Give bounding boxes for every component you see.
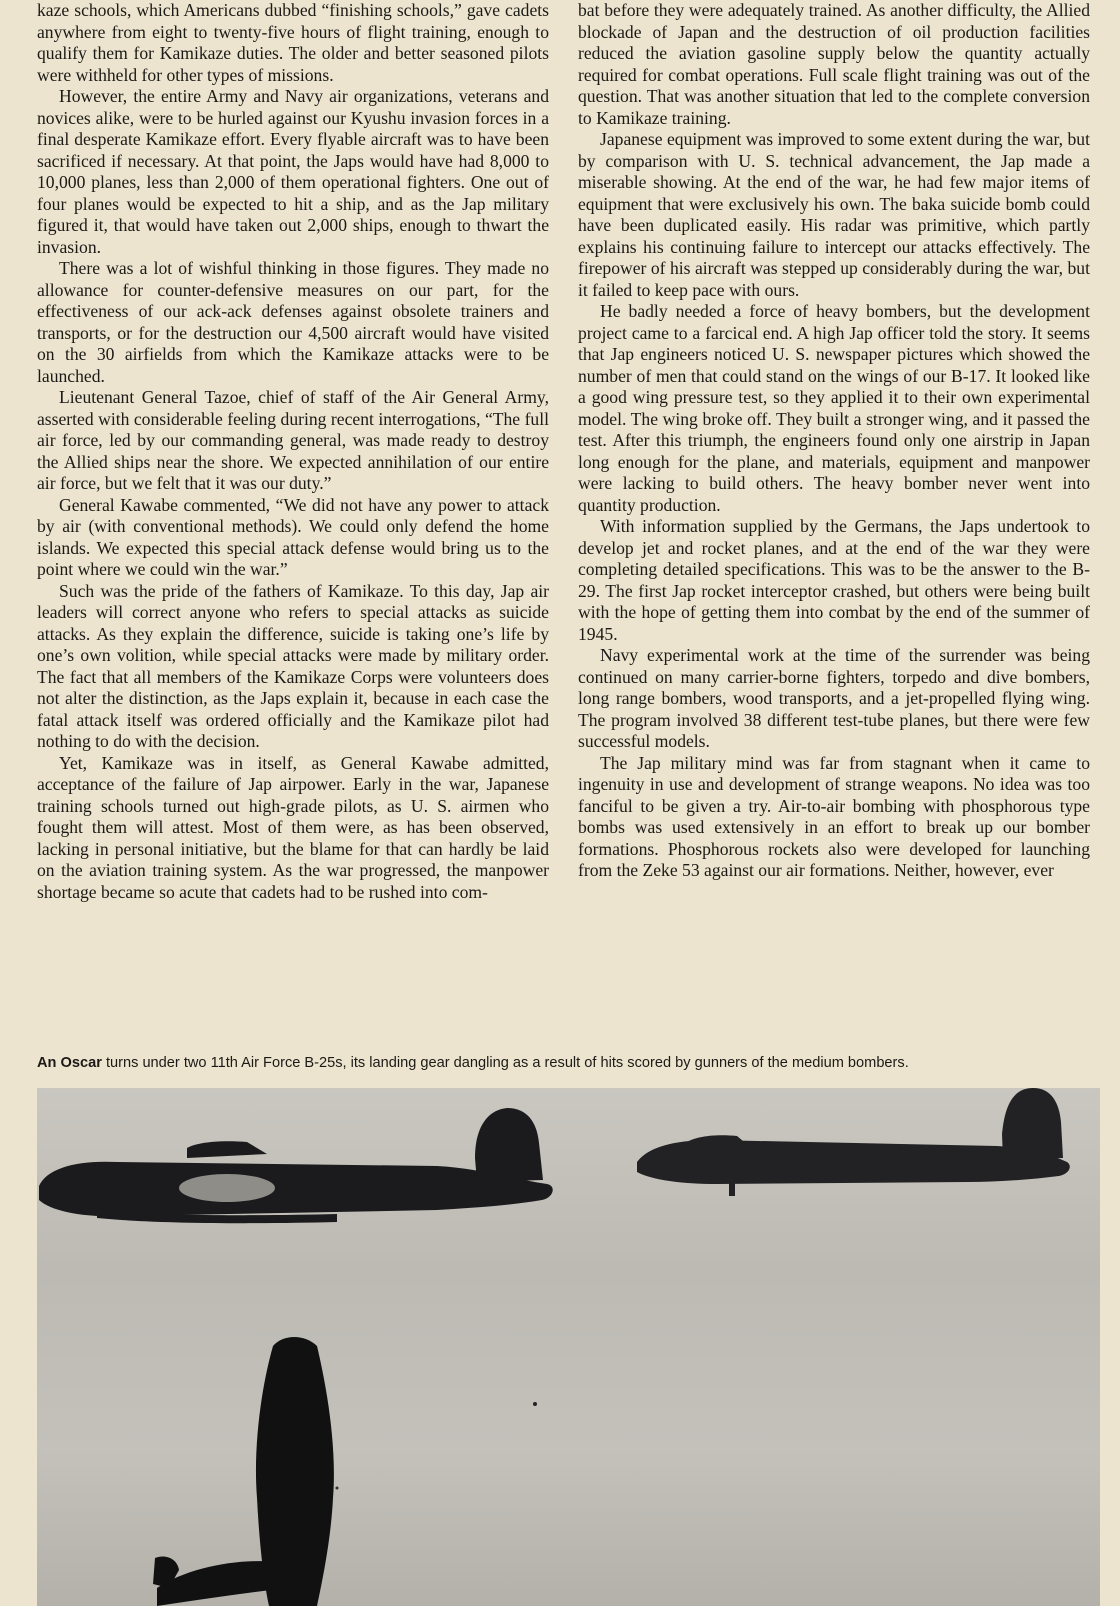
paragraph: However, the entire Army and Navy air organizations, veterans and novices alike, were to be hurled against our Kyushu invasion forces in a final desperate Kamikaze effort. Every flyable aircraft was to have been sacrificed if necessary. At that point, the Japs would have had 8,000 to 10,000 planes, less than 2,000 of them operational fighters. One out of four planes would be expected to hit a ship, and as the Jap military figured it, that would have taken out 2,000 ships, enough to thwart the invasion. xyxy=(37,86,549,257)
paragraph: Lieutenant General Tazoe, chief of staff of the Air General Army, asserted with considerable feeling during recent interrogations, “The full air force, led by our commanding general, was made ready to destroy the Allied ships near the shore. We expected annihilation of our entire air force, but we felt that it was our duty.” xyxy=(37,387,549,493)
paragraph: Yet, Kamikaze was in itself, as General Kawabe admitted, acceptance of the failure of Jap airpower. Early in the war, Japanese training schools turned out high-grade pilots, as U. S. airmen who fought them will attest. Most of them were, as has been observed, lacking in personal initiative, but the blame for that can hardly be laid on the aviation training system. As the war progressed, the manpower shortage became so acute that cadets had to be rushed into com- xyxy=(37,752,549,902)
paragraph: Japanese equipment was improved to some extent during the war, but by comparison with U. S. technical advancement, the Jap made a miserable showing. At the end of the war, he had few major items of equipment that were exclusively his own. The baka suicide bomb could have been duplicated easily. His radar was primitive, which partly explains his continuing failure to intercept our attacks effectively. The firepower of his aircraft was stepped up considerably during the war, but it failed to keep pace with ours. xyxy=(578,129,1090,300)
paragraph: The Jap military mind was far from stagnant when it came to ingenuity in use and development of strange weapons. No idea was too fanciful to be given a try. Air-to-air bombing with phosphorous type bombs was used extensively in an effort to break up our bomber formations. Phosphorous rockets also were developed for launching from the Zeke 53 against our air formations. Neither, however, ever xyxy=(578,752,1090,880)
paragraph: With information supplied by the Germans, the Japs undertook to develop jet and rocket planes, and at the end of the war they were completing detailed specifications. This was to be the answer to the B-29. The first Jap rocket interceptor crashed, but others were being built with the hope of getting them into combat by the end of the summer of 1945. xyxy=(578,516,1090,644)
left-text-column xyxy=(37,0,549,903)
bomber-left xyxy=(39,1108,553,1223)
oscar-fighter xyxy=(153,1337,334,1606)
paragraph: Such was the pride of the fathers of Kamikaze. To this day, Jap air leaders will correct anyone who refers to special attacks as suicide attacks. As they explain the difference, suicide is taking one’s life by one’s own volition, while special attacks were made by military order. The fact that all members of the Kamikaze Corps were volunteers does not alter the distinction, as the Japs explain it, because in each case the fatal attack itself was ordered officially and the Kamikaze pilot had nothing to do with the decision. xyxy=(37,580,549,751)
photo-caption xyxy=(37,1054,1107,1072)
caption-text: turns under two 11th Air Force B-25s, its landing gear dangling as a result of hits scored by gunners of the medium bombers. xyxy=(101,1055,909,1071)
photograph xyxy=(37,1088,1100,1606)
photo-illustration xyxy=(37,1088,1100,1606)
paragraph: General Kawabe commented, “We did not have any power to attack by air (with conventional methods). We could only defend the home islands. We expected this special attack defense would bring us to the point where we could win the war.” xyxy=(37,494,549,579)
paragraph: bat before they were adequately trained. As another difficulty, the Allied blockade of Japan and the destruction of oil production facilities reduced the aviation gasoline supply below the quantity actually required for combat operations. Full scale flight training was out of the question. That was another situation that led to the complete conversion to Kamikaze training. xyxy=(578,0,1090,128)
paragraph: Navy experimental work at the time of the surrender was being continued on many carrier-borne fighters, torpedo and dive bombers, long range bombers, wood transports, and a jet-propelled flying wing. The program involved 38 different test-tube planes, but there were few successful models. xyxy=(578,645,1090,751)
bomber-right xyxy=(637,1088,1070,1196)
paragraph: kaze schools, which Americans dubbed “finishing schools,” gave cadets anywhere from eight to twenty-five hours of flight training, enough to qualify them for Kamikaze duties. The older and better seasoned pilots were withheld for other types of missions. xyxy=(37,0,549,85)
right-text-column xyxy=(578,0,1090,882)
paragraph: He badly needed a force of heavy bombers, but the development project came to a farcical end. A high Jap officer told the story. It seems that Jap engineers noticed U. S. newspaper pictures which showed the number of men that could stand on the wings of our B-17. It looked like a good wing pressure test, so they applied it to their own experimental model. The wing broke off. They built a stronger wing, and it passed the test. After this triumph, the engineers found only one airstrip in Japan long enough for the plane, and materials, equipment and manpower were lacking to build others. The heavy bomber never went into quantity production. xyxy=(578,301,1090,515)
caption-lead: An Oscar xyxy=(37,1055,102,1071)
paragraph: There was a lot of wishful thinking in those figures. They made no allowance for counter-defensive measures on our part, for the effectiveness of our ack-ack defenses against obsolete trainers and transports, or for the destruction our 4,500 aircraft would have visited on the 30 airfields from which the Kamikaze attacks were to be launched. xyxy=(37,258,549,386)
